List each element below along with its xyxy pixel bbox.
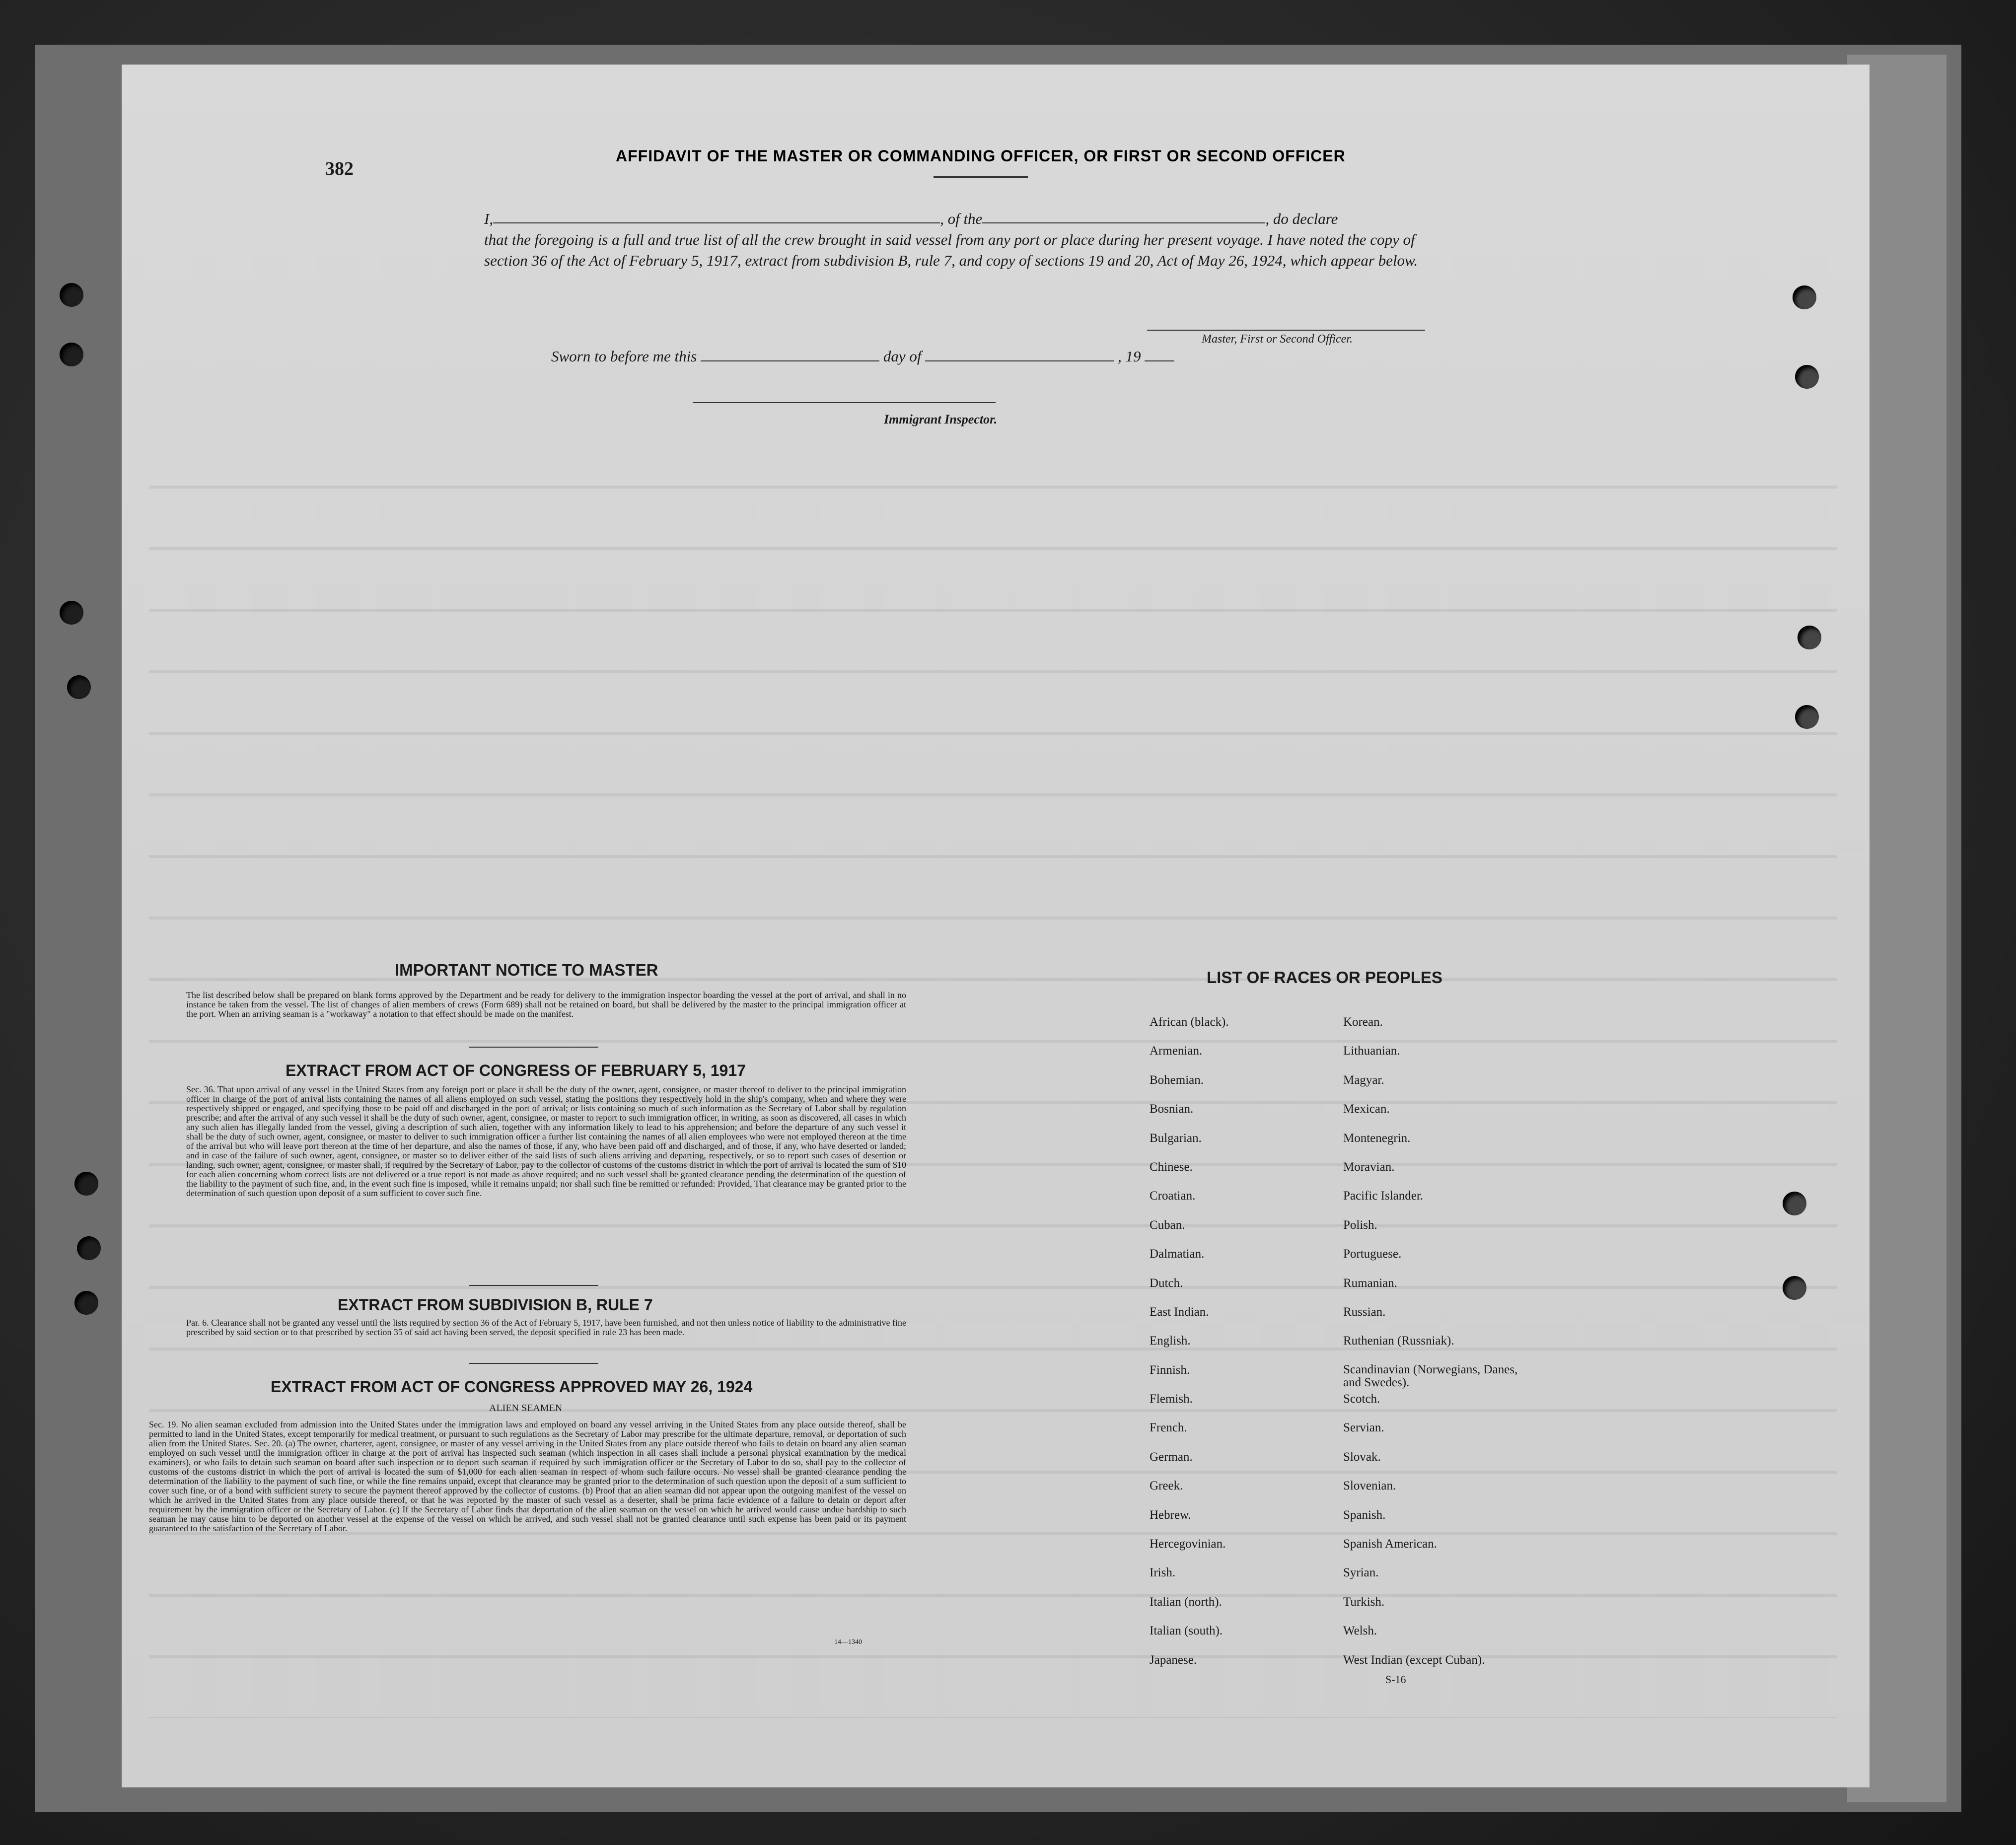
extract-1917-text: Sec. 36. That upon arrival of any vessel in the United States from any foreign port or place it shall be the duty of the owner, agent, consignee, or master thereof to deliver to the principal immigration officer in charge of the port of arrival lists containing the names of all aliens employed on such vessel, stating the positions they respectively hold in the ship's company, when and where they were respectively shipped or engaged, and specifying those to be paid off and discharged in the port of arrival; or lists containing so much of such information as the Secretary of Labor shall by regulation prescribe; and after the arrival of any such vessel it shall be the duty of such owner, agent, consignee, or master to report to such immigration officer, in writing, as soon as discovered, all cases in which any such alien has illegally landed from the vessel, giving a description of such alien, together with any information likely to lead to his apprehension; and before the departure of any such vessel it shall be the duty of such owner, agent, consignee, or master to deliver to such immigration officer a further list containing the names of all alien employees who were not employed thereon at the time of the arrival but who will leave port thereon at the time of her departure, and also the names of those, if any, who have been paid off and discharged, and of those, if any, who have deserted or landed; and in case of the failure of such owner, agent, consignee, or master so to deliver either of the said lists of such aliens arriving and departing, respectively, or so to report such cases of desertion or landing, such owner, agent, consignee, or master shall, if required by the Secretary of Labor, pay to the collector of customs of the customs district in which the port of arrival is located the sum of $10 for each alien concerning whom correct lists are not delivered or a true report is not made as above required; and no such vessel shall be granted clearance pending the determination of the question of the liability to the payment of such fine, and, in the event such fine is imposed, while it remains unpaid; nor shall such fine be remitted or refunded: Provided, That clearance may be granted prior to the determination of such question upon deposit of a sum sufficient to cover such fine.	[186, 1084, 906, 1198]
races-left-column	[1150, 1015, 1229, 1682]
race-item: Bulgarian.	[1150, 1131, 1202, 1145]
race-item: English.	[1150, 1334, 1191, 1348]
extract-1924-title: EXTRACT FROM ACT OF CONGRESS APPROVED MAY 26, 1924	[271, 1378, 753, 1396]
punch-hole-icon	[74, 1291, 98, 1315]
inspector-signature-line[interactable]	[693, 402, 996, 403]
race-item: Bosnian.	[1150, 1102, 1194, 1116]
race-item: Portuguese.	[1343, 1247, 1402, 1261]
race-item: Croatian.	[1150, 1189, 1196, 1203]
punch-hole-icon	[67, 675, 91, 699]
race-item: Armenian.	[1150, 1044, 1203, 1058]
title-divider	[934, 176, 1028, 178]
race-item: Mexican.	[1343, 1102, 1390, 1116]
race-item: Spanish.	[1343, 1508, 1386, 1522]
race-item: Hebrew.	[1150, 1508, 1191, 1522]
vessel-blank[interactable]	[982, 209, 1265, 223]
race-item: Pacific Islander.	[1343, 1189, 1424, 1203]
race-item: German.	[1150, 1450, 1193, 1464]
races-title: LIST OF RACES OR PEOPLES	[1207, 968, 1442, 987]
race-item: Polish.	[1343, 1218, 1377, 1232]
race-item: Greek.	[1150, 1479, 1183, 1493]
form-code: 14—1340	[834, 1638, 862, 1646]
affidavit-of-the: , of the	[940, 210, 983, 227]
race-item: Chinese.	[1150, 1160, 1193, 1174]
signature-line[interactable]	[1147, 330, 1425, 331]
affidavit-text	[484, 209, 1457, 271]
punch-hole-icon	[74, 1172, 98, 1196]
punch-hole-icon	[1795, 365, 1819, 389]
extract-rule7-text: Par. 6. Clearance shall not be granted any vessel until the lists required by section 36 of the Act of February 5, 1917, have been furnished, and not then unless notice of liability to the administrative fine prescribed by said section or to that prescribed by section 35 of said act having been served, the deposit specified in rule 23 has been made.	[186, 1318, 906, 1337]
race-item: Italian (south).	[1150, 1624, 1223, 1638]
notice-divider	[469, 1047, 598, 1048]
extract-1924-text: Sec. 19. No alien seaman excluded from admission into the United States under the immigration laws and employed on board any vessel arriving in the United States from any place outside thereof, shall be permitted to land in the United States, except temporarily for medical treatment, or pursuant to such regulations as the Secretary of Labor may prescribe for the ultimate departure, removal, or deportation of such alien from the United States. Sec. 20. (a) The owner, charterer, agent, consignee, or master of any vessel arriving in the United States from any place outside thereof who fails to detain on board any alien seaman employed on such vessel until the immigration officer in charge at the port of arrival has inspected such seaman (which inspection in all cases shall include a personal physical examination by the medical examiners), or who fails to detain such seaman on board after such inspection or to deport such seaman if required by such immigration officer or the Secretary of Labor to do so, shall pay to the collector of customs of the customs district in which the port of arrival is located the sum of $1,000 for each alien seaman in respect of whom such failure occurs. No vessel shall be granted clearance pending the determination of the liability to the payment of such fine, or while the fine remains unpaid, except that clearance may be granted prior to the determination of such question upon the deposit of a sum sufficient to cover such fine, or of a bond with sufficient surety to secure the payment thereof approved by the collector of customs. (b) Proof that an alien seaman did not appear upon the outgoing manifest of the vessel on which he arrived in the United States from any place outside thereof, or that he was reported by the master of such vessel as a deserter, shall be prima facie evidence of a failure to detain or deport after requirement by the immigration officer or the Secretary of Labor. (c) If the Secretary of Labor finds that deportation of the alien seaman on the vessel on which he arrived would cause undue hardship to such seaman he may cause him to be deported on another vessel at the expense of the vessel on which he arrived, and such vessel shall not be granted clearance until such expense has been paid or its payment guaranteed to the satisfaction of the Secretary of Labor.	[149, 1419, 906, 1533]
race-item: West Indian (except Cuban).	[1343, 1653, 1485, 1667]
race-item: Welsh.	[1343, 1624, 1377, 1638]
race-item: Spanish American.	[1343, 1537, 1437, 1551]
extract-rule7-divider	[469, 1363, 598, 1364]
sworn-line	[551, 347, 1174, 365]
punch-hole-icon	[1793, 285, 1816, 309]
extract-1917-divider	[469, 1285, 598, 1286]
affidavit-body: that the foregoing is a full and true list of all the crew brought in said vessel from any port or place during her present voyage. I have noted the copy of section 36 of the Act of February 5, 1917, extract from subdivision B, rule 7, and copy of sections 19 and 20, Act of May 26, 1924, which appear below.	[484, 231, 1418, 269]
notice-title: IMPORTANT NOTICE TO MASTER	[395, 961, 658, 979]
race-item: Moravian.	[1343, 1160, 1395, 1174]
page-number: 382	[325, 158, 354, 179]
race-item: Slovenian.	[1343, 1479, 1396, 1493]
race-item: Syrian.	[1343, 1566, 1379, 1580]
stamp-mark: S-16	[1385, 1673, 1406, 1686]
race-item: Flemish.	[1150, 1392, 1193, 1406]
race-item: Dutch.	[1150, 1276, 1183, 1290]
name-blank[interactable]	[493, 209, 940, 223]
race-item: Lithuanian.	[1343, 1044, 1400, 1058]
race-item: Turkish.	[1343, 1595, 1385, 1609]
race-item: Slovak.	[1343, 1450, 1381, 1464]
race-item: French.	[1150, 1421, 1187, 1435]
race-item: Finnish.	[1150, 1363, 1190, 1377]
sworn-day: day of	[883, 348, 922, 365]
race-item: Rumanian.	[1343, 1276, 1398, 1290]
race-item: Korean.	[1343, 1015, 1383, 1029]
punch-hole-icon	[60, 601, 83, 625]
race-item: Irish.	[1150, 1566, 1176, 1580]
race-item: Scotch.	[1343, 1392, 1380, 1406]
race-item: African (black).	[1150, 1015, 1229, 1029]
race-item: East Indian.	[1150, 1305, 1209, 1319]
notice-text: The list described below shall be prepared on blank forms approved by the Department and be ready for delivery to the immigration inspector boarding the vessel at the port of arrival, and shall in no instance be taken from the vessel. The list of changes of alien members of crews (Form 689) shall not be retained on board, but shall be delivered by the master to the principal immigration officer at the port. When an arriving seaman is a "workaway" a notation to that effect should be made on the manifest.	[186, 990, 906, 1019]
sworn-prefix: Sworn to before me this	[551, 348, 697, 365]
race-item: Russian.	[1343, 1305, 1386, 1319]
punch-hole-icon	[77, 1236, 101, 1260]
sworn-year: , 19	[1117, 348, 1141, 365]
sworn-year-blank[interactable]	[1145, 347, 1174, 361]
race-item: Servian.	[1343, 1421, 1384, 1435]
race-item: Dalmatian.	[1150, 1247, 1205, 1261]
extract-rule7-title: EXTRACT FROM SUBDIVISION B, RULE 7	[338, 1296, 653, 1314]
punch-hole-icon	[1798, 626, 1821, 649]
race-item: Italian (north).	[1150, 1595, 1222, 1609]
races-right-column	[1343, 1015, 1532, 1682]
race-item: Japanese.	[1150, 1653, 1197, 1667]
affidavit-title: AFFIDAVIT OF THE MASTER OR COMMANDING OFFICER, OR FIRST OR SECOND OFFICER	[616, 147, 1346, 165]
inspector-label: Immigrant Inspector.	[884, 412, 998, 426]
punch-hole-icon	[60, 343, 83, 366]
affidavit-do-declare: , do declare	[1265, 210, 1338, 227]
punch-hole-icon	[60, 283, 83, 307]
race-item: Ruthenian (Russniak).	[1343, 1334, 1454, 1348]
alien-seamen-subtitle: ALIEN SEAMEN	[489, 1403, 563, 1414]
race-item: Magyar.	[1343, 1073, 1384, 1087]
sworn-month-blank[interactable]	[925, 347, 1114, 361]
race-item: Montenegrin.	[1343, 1131, 1411, 1145]
race-item: Scandinavian (Norwegians, Danes, and Swedes).	[1343, 1362, 1518, 1389]
extract-1917-title: EXTRACT FROM ACT OF CONGRESS OF FEBRUARY 5, 1917	[286, 1062, 746, 1079]
signature-label: Master, First or Second Officer.	[1202, 333, 1353, 346]
race-item: Hercegovinian.	[1150, 1537, 1226, 1551]
sworn-day-blank[interactable]	[701, 347, 879, 361]
race-item: Bohemian.	[1150, 1073, 1204, 1087]
punch-hole-icon	[1783, 1276, 1806, 1300]
affidavit-i: I,	[484, 210, 494, 227]
punch-hole-icon	[1783, 1192, 1806, 1215]
punch-hole-icon	[1795, 705, 1819, 729]
race-item: Cuban.	[1150, 1218, 1185, 1232]
